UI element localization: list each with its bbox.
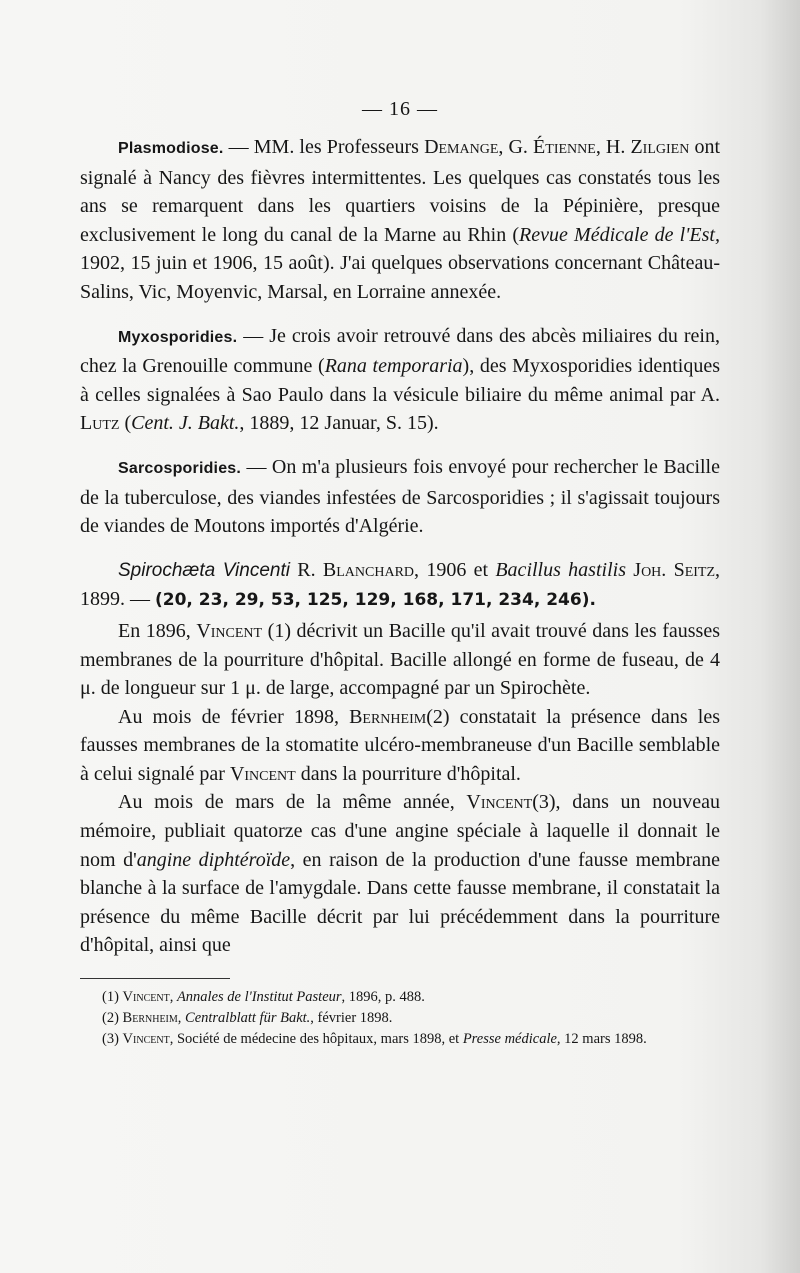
section-heading-spirochaeta: Spirochæta Vincenti [118,559,290,581]
paragraph-1896: En 1896, Vincent (1) décrivit un Bacille qu'il avait trouvé dans les fausses membranes de la pourriture d'hôpital. Bacille allongé en forme de fuseau, de 4 μ. de longueur sur 1 μ. de large, accompagné par un Spirochète. [80,619,720,700]
bibliography-references: (20, 23, 29, 53, 125, 129, 168, 171, 234, 246). [155,590,596,611]
section-heading-myxosporidies: Myxosporidies. [118,328,238,346]
author-name: Blanchard [322,558,415,581]
disease-term: angine diphtéroïde [136,848,291,871]
paragraph-plasmodiose: Plasmodiose. — MM. les Professeurs Demange, G. Étienne, H. Zilgien ont signalé à Nancy des fièvres intermittentes. Les quelques cas constatés tous les ans se remarquent dans les quartiers voisins de la Pépinière, presque exclusivement le long du canal de la Marne au Rhin (Revue Médicale de l'Est, 1902, 15 juin et 1906, 15 août). J'ai quelques observations concernant Château-Salins, Vic, Moyenvic, Marsal, en Lorraine annexée. [80,136,721,303]
journal-title: Annales de l'Institut Pasteur [176,989,342,1006]
author-name: Bernheim [122,1010,178,1027]
author-name: Zilgien [630,136,690,158]
species-name: Rana temporaria [324,355,463,378]
page-text [80,98,720,1050]
author-name: Bernheim [349,705,427,728]
author-name: Demange [424,136,499,158]
paragraph-sarcosporidies: Sarcosporidies. — On m'a plusieurs fois envoyé pour rechercher le Bacille de la tuberculose, des viandes infestées de Sarcosporidies ; il s'agissait toujours de viandes de Moutons importés d'Algérie. [80,455,720,538]
section-heading-sarcosporidies: Sarcosporidies. [118,459,242,477]
author-name: Lutz [80,412,120,435]
author-name: Vincent [122,1031,170,1048]
author-name: Vincent [229,762,296,785]
footnote-1: (1) Vincent, Annales de l'Institut Pasteur, 1896, p. 488. [102,989,425,1006]
author-name: Vincent [196,619,263,642]
footnote-3: (3) Vincent, Société de médecine des hôpitaux, mars 1898, et Presse médicale, 12 mars 1898. [102,1031,647,1048]
author-name: Étienne [533,136,596,158]
footnote-2: (2) Bernheim, Centralblatt für Bakt., février 1898. [102,1010,393,1027]
section-heading-plasmodiose: Plasmodiose. [118,140,224,157]
paragraph-1898-mars: Au mois de mars de la même année, Vincent(3), dans un nouveau mémoire, publiait quatorze cas d'une angine spéciale à laquelle il donnait le nom d'angine diphtéroïde, en raison de la production d'une fausse membrane blanche à la surface de l'amygdale. Dans cette fausse membrane, il constatait la présence du même Bacille décrit par lui précédemment dans la pourriture d'hôpital, ainsi que [80,791,721,957]
paragraph-spirochaeta-heading: Spirochæta Vincenti R. Blanchard, 1906 et Bacillus hastilis Joh. Seitz, 1899. — (20, 23, 29, 53, 125, 129, 168, 171, 234, 246). [80,558,721,611]
paragraph-1898-fevrier: Au mois de février 1898, Bernheim(2) constatait la présence dans les fausses membranes de la stomatite ulcéro-membraneuse d'un Bacille semblable à celui signalé par Vincent dans la pourriture d'hôpital. [80,705,720,785]
journal-title: Presse médicale [462,1031,557,1048]
page-number: — 16 — [362,98,438,120]
paragraph-myxosporidies: Myxosporidies. — Je crois avoir retrouvé dans des abcès miliaires du rein, chez la Grenouille commune (Rana temporaria), des Myxosporidies identiques à celles signalées à Sao Paulo dans la vésicule biliaire du même animal par A. Lutz (Cent. J. Bakt., 1889, 12 Januar, S. 15). [80,324,720,435]
author-name: Joh. Seitz [633,558,716,581]
journal-title: Centralblatt für Bakt. [185,1010,311,1027]
author-name: Vincent [466,791,533,814]
author-name: Vincent [122,989,170,1006]
journal-title: Cent. J. Bakt. [131,412,240,435]
footnotes [80,987,720,1050]
footnote-divider [80,978,230,979]
species-name: Bacillus hastilis [495,558,626,581]
journal-title: Revue Médicale de l'Est, [519,223,720,246]
